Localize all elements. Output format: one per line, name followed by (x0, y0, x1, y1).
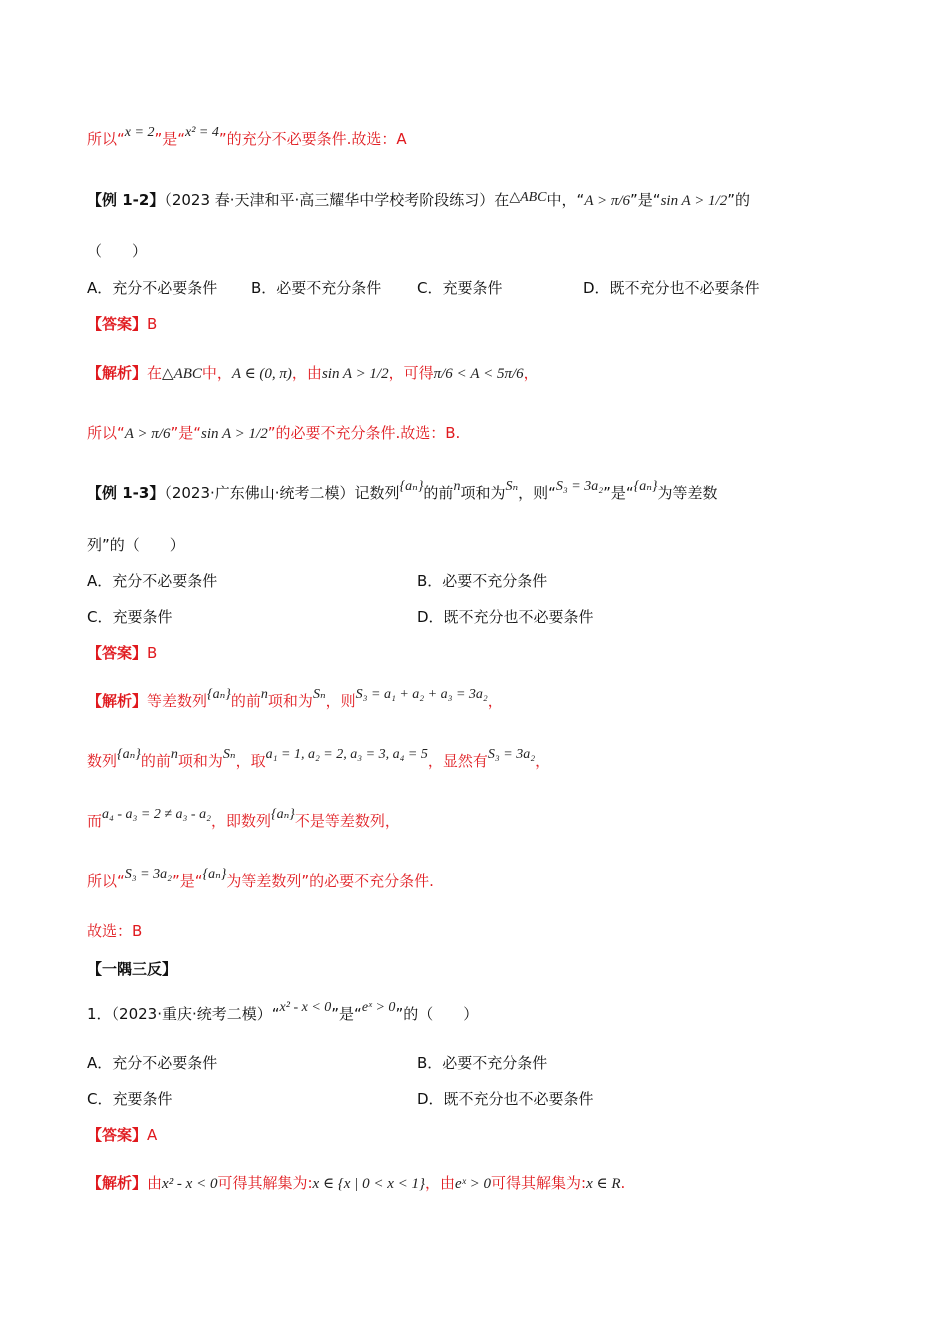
solution-line: 所以“A > π/6”是“sin A > 1/2”的必要不充分条件.故选：B. (87, 424, 461, 442)
solution-line: 数列{aₙ}的前n项和为Sₙ，取a₁ = 1, a₂ = 2, a₃ = 3, a₄ = 5，显然有S₃ = 3a₂， (87, 747, 551, 770)
answer-blank: （ ） (87, 242, 148, 260)
example-1-3-question-cont: 列”的（ ） (87, 536, 185, 554)
answer-label: 【答案】B (87, 644, 158, 662)
solution-line: 【解析】在△ABC中，A ∈ (0, π)，由sin A > 1/2，可得π/6 < A < 5π/6， (87, 364, 539, 382)
practice-question-1: 1．（2023·重庆·统考二模）“x² - x < 0”是“eˣ > 0”的（ ） (87, 1000, 479, 1023)
math-condition: sin A > 1/2 (660, 193, 728, 209)
option-c: C．充要条件 (87, 608, 173, 626)
answer-label: 【答案】B (87, 315, 158, 333)
answer-label: 【答案】A (87, 1126, 158, 1144)
option-d: D．既不充分也不必要条件 (417, 608, 594, 626)
solution-line: 故选：B (87, 922, 143, 940)
example-1-3-question: 【例 1-3】（2023·广东佛山·统考二模）记数列{aₙ}的前n项和为Sₙ，则“S₃ = 3a₂”是“{aₙ}为等差数 (87, 479, 718, 502)
solution-line: 所以“S₃ = 3a₂”是“{aₙ}为等差数列”的必要不充分条件. (87, 867, 434, 890)
option-a: A．充分不必要条件 (87, 279, 218, 297)
answer-conclusion-1: 所以“x = 2”是“x² = 4”的充分不必要条件.故选：A (87, 125, 407, 148)
option-a: A．充分不必要条件 (87, 572, 218, 590)
option-b: B．必要不充分条件 (417, 1054, 548, 1072)
section-heading: 【一隅三反】 (87, 960, 178, 978)
option-a: A．充分不必要条件 (87, 1054, 218, 1072)
solution-line: 【解析】由x² - x < 0可得其解集为:x ∈ {x | 0 < x < 1}，由eˣ > 0可得其解集为:x ∈ R. (87, 1174, 626, 1192)
math-condition: x² = 4 (185, 125, 219, 140)
math-condition: A > π/6 (584, 193, 631, 209)
solution-line: 而a₄ - a₃ = 2 ≠ a₃ - a₂，即数列{aₙ}不是等差数列， (87, 807, 400, 830)
solution-line: 【解析】等差数列{aₙ}的前n项和为Sₙ，则S₃ = a₁ + a₂ + a₃ = 3a₂， (87, 687, 503, 710)
math-condition: x = 2 (124, 125, 155, 140)
option-c: C．充要条件 (417, 279, 503, 297)
option-d: D．既不充分也不必要条件 (417, 1090, 594, 1108)
example-1-2-question: 【例 1-2】（2023 春·天津和平·高三耀华中学校考阶段练习）在△ABC中，“A > π/6”是“sin A > 1/2”的 (87, 190, 751, 209)
option-b: B．必要不充分条件 (251, 279, 382, 297)
option-d: D．既不充分也不必要条件 (583, 279, 760, 297)
option-b: B．必要不充分条件 (417, 572, 548, 590)
option-c: C．充要条件 (87, 1090, 173, 1108)
